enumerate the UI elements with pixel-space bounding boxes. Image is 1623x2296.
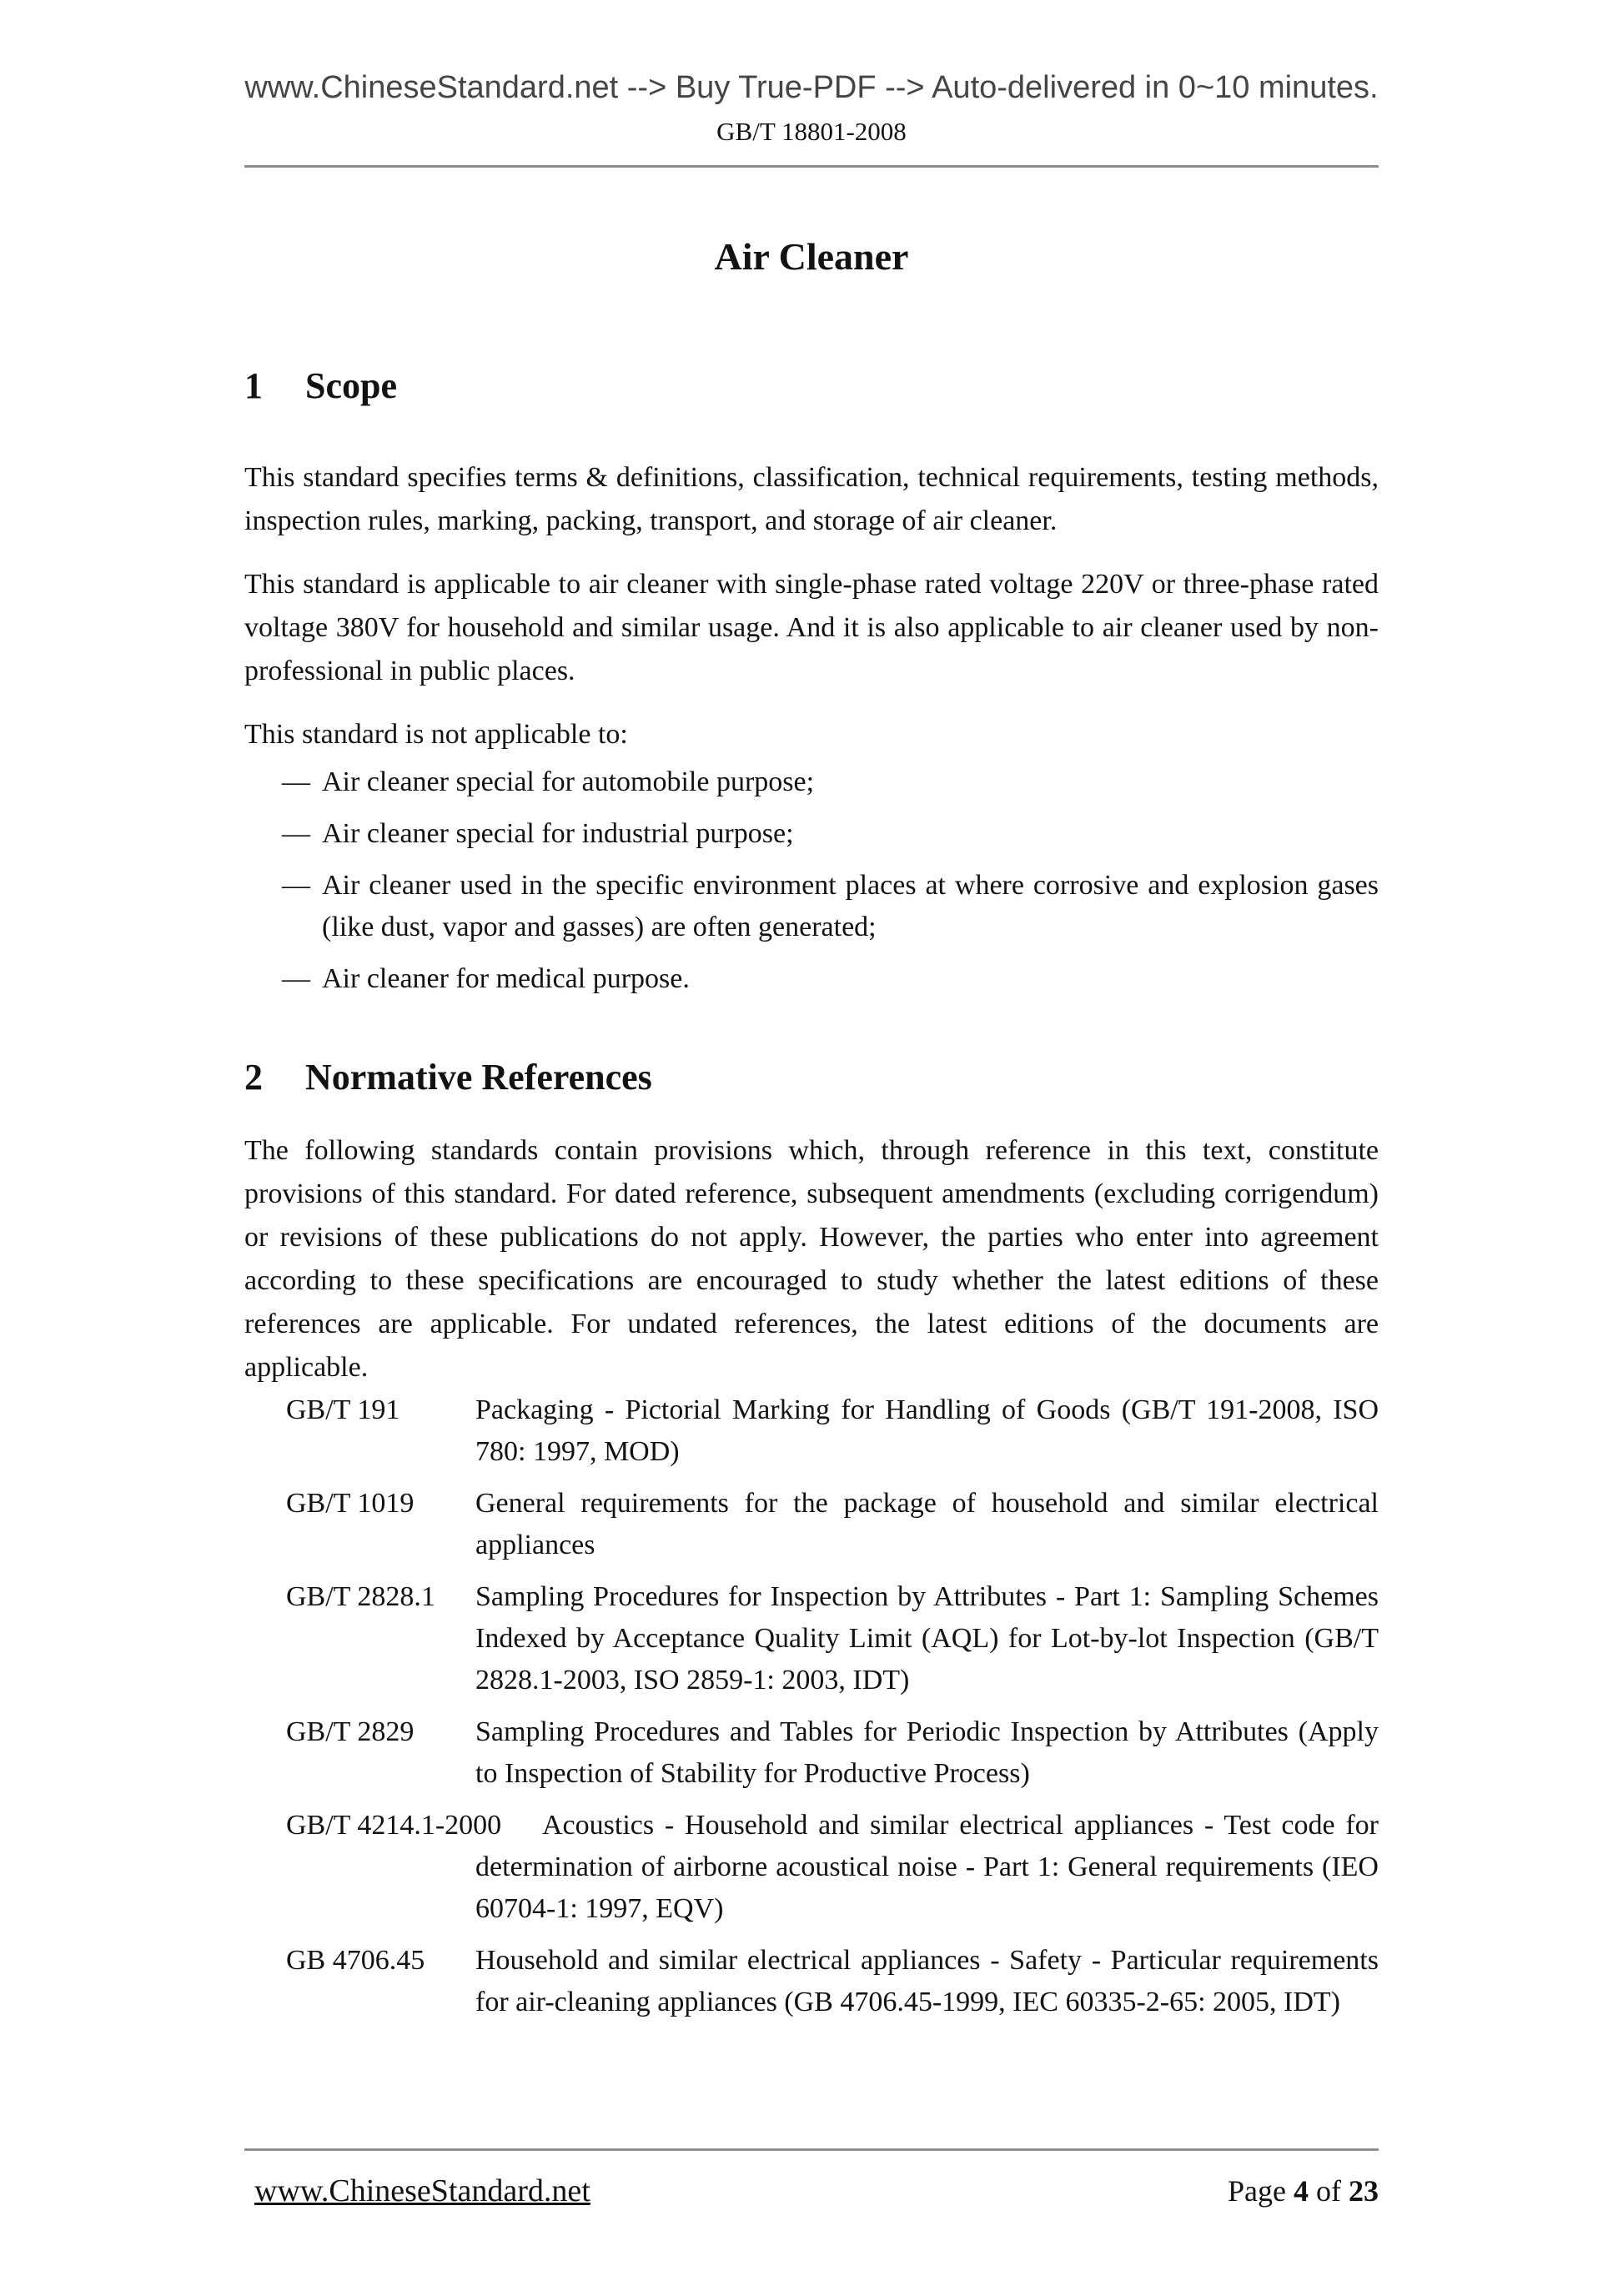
section-2-heading [244, 1054, 1379, 1101]
page-of-label: of [1316, 2174, 1341, 2208]
footer-row [244, 2173, 1379, 2209]
section-1-heading [244, 363, 1379, 409]
footer-site-link[interactable]: www.ChineseStandard.net [254, 2173, 590, 2208]
reference-text: Sampling Procedures and Tables for Periodic Inspection by Attributes (Apply to Inspection of Stability for Productive Process) [475, 1716, 1379, 1789]
section-normative-references [244, 1054, 1379, 2023]
page-title: Air Cleaner [714, 235, 909, 278]
section-2-title: Normative References [305, 1057, 652, 1098]
em-dash: — [282, 870, 310, 901]
section-1-title: Scope [305, 365, 397, 406]
section-2-number: 2 [244, 1057, 263, 1098]
reference-item [244, 1483, 1379, 1566]
page-footer [244, 2148, 1379, 2209]
reference-text: General requirements for the package of household and similar electrical appliances [475, 1488, 1379, 1560]
bullet-item [244, 865, 1379, 948]
reference-list [244, 1389, 1379, 2023]
paragraph: The following standards contain provisions which, through reference in this text, constitute provisions of this standard. For dated reference, subsequent amendments (excluding corrigendum) or revisions of these publications do not apply. However, the parties who enter into agreement according to these specifications are encouraged to study whether the latest editions of these references are applicable. For undated references, the latest editions of the documents are applicable. [244, 1135, 1379, 1383]
reference-text: Packaging - Pictorial Marking for Handling of Goods (GB/T 191-2008, ISO 780: 1997, MOD) [475, 1394, 1379, 1467]
page-indicator [1228, 2173, 1379, 2209]
page-label: Page [1228, 2174, 1286, 2208]
bullet-item [244, 813, 1379, 855]
em-dash: — [282, 766, 310, 797]
page-current: 4 [1294, 2174, 1309, 2208]
section-1-number: 1 [244, 365, 263, 406]
page-content [0, 70, 1623, 2023]
bullet-list [244, 761, 1379, 1000]
bullet-item [244, 958, 1379, 1000]
reference-text: Acoustics - Household and similar electrical appliances - Test code for determination of airborne acoustical noise - Part 1: General requirements (IEO 60704-1: 1997, EQV) [475, 1810, 1379, 1924]
site-banner: www.ChineseStandard.net --> Buy True-PDF --> Auto-delivered in 0~10 minutes. [244, 70, 1379, 105]
reference-text: Sampling Procedures for Inspection by Attributes - Part 1: Sampling Schemes Indexed by Acceptance Quality Limit (AQL) for Lot-by-lot Inspection (GB/T 2828.1-2003, ISO 2859-1: 2003, IDT) [475, 1581, 1379, 1696]
reference-label: GB/T 2828.1 [286, 1581, 435, 1612]
paragraph: This standard is not applicable to: [244, 719, 628, 750]
reference-item [244, 1940, 1379, 2023]
reference-item [244, 1805, 1379, 1930]
bullet-text: Air cleaner special for automobile purpose; [322, 766, 815, 797]
em-dash: — [282, 963, 310, 994]
reference-label: GB/T 1019 [286, 1488, 415, 1519]
reference-label: GB/T 4214.1-2000 [286, 1810, 502, 1841]
reference-text: Household and similar electrical appliances - Safety - Particular requirements for air-cleaning appliances (GB 4706.45-1999, IEC 60335-2-65: 2005, IDT) [475, 1945, 1379, 2017]
section-scope [244, 363, 1379, 1000]
header-rule [244, 165, 1379, 168]
reference-label: GB/T 191 [286, 1394, 400, 1425]
reference-label: GB/T 2829 [286, 1716, 415, 1747]
paragraph: This standard specifies terms & definitions, classification, technical requirements, testing methods, inspection rules, marking, packing, transport, and storage of air cleaner. [244, 462, 1379, 536]
paragraph: This standard is applicable to air cleaner with single-phase rated voltage 220V or three-phase rated voltage 380V for household and similar usage. And it is also applicable to air cleaner used by non-professional in public places. [244, 569, 1379, 686]
reference-item [244, 1576, 1379, 1701]
reference-item [244, 1389, 1379, 1473]
bullet-text: Air cleaner for medical purpose. [322, 963, 690, 994]
reference-label: GB 4706.45 [286, 1945, 425, 1976]
bullet-text: Air cleaner special for industrial purpose; [322, 818, 794, 849]
bullet-item [244, 761, 1379, 803]
reference-item [244, 1711, 1379, 1795]
em-dash: — [282, 818, 310, 849]
page-total: 23 [1349, 2174, 1379, 2208]
bullet-text: Air cleaner used in the specific environment places at where corrosive and explosion gases (like dust, vapor and gasses) are often generated; [322, 870, 1379, 942]
doc-number: GB/T 18801-2008 [716, 117, 907, 146]
